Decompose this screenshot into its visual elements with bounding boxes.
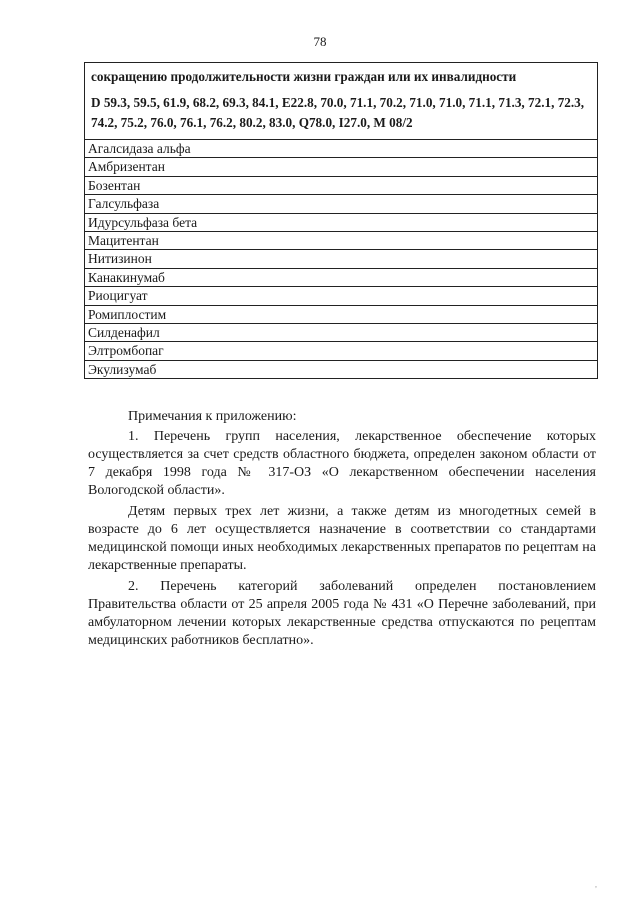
notes-title: Примечания к приложению: — [128, 409, 297, 424]
drug-row: Амбризентан — [85, 158, 597, 176]
drug-row: Силденафил — [85, 324, 597, 342]
drug-row: Канакинумаб — [85, 269, 597, 287]
table-header-codes: D 59.3, 59.5, 61.9, 68.2, 69.3, 84.1, E22.8, 70.0, 71.1, 70.2, 71.0, 71.0, 71.1, 71.3, 72.1, 72.3, 74.2, 75.2, 76.0, 76.1, 76.2, 80.2, 83.0, Q78.0, I27.0, M 08/2 — [91, 95, 585, 130]
drug-row: Риоцигуат — [85, 287, 597, 305]
drug-row: Агалсидаза альфа — [85, 140, 597, 158]
drug-row: Ромиплостим — [85, 306, 597, 324]
drug-row: Галсульфаза — [85, 195, 597, 213]
drug-row: Элтромбопаг — [85, 342, 597, 360]
drug-row: Экулизумаб — [88, 361, 157, 377]
page-number: 78 — [313, 34, 327, 49]
scan-mark: , — [595, 880, 597, 889]
drug-row: Нитизинон — [85, 250, 597, 268]
drug-table — [84, 62, 598, 379]
table-header — [85, 63, 597, 140]
drug-row: Мацитентан — [85, 232, 597, 250]
note-item-2: 2. Перечень категорий заболеваний определен постановлением Правительства области от 25 апреля 2005 года № 431 «О Перечне заболеваний, при амбулаторном лечении которых лекарственные средства отпускаются по рецептам медицинских работников бесплатно». — [88, 579, 596, 648]
notes-section — [88, 408, 596, 650]
drug-row: Идурсульфаза бета — [85, 214, 597, 232]
drug-row: Бозентан — [85, 177, 597, 195]
note-item-1: 1. Перечень групп населения, лекарственное обеспечение которых осуществляется за счет средств областного бюджета, определен законом области от 7 декабря 1998 года № 317-ОЗ «О лекарственном обеспечении населения Вологодской области». — [88, 429, 596, 498]
note-item-1-extra: Детям первых трех лет жизни, а также детям из многодетных семей в возрасте до 6 лет осуществляется назначение в соответствии со стандартами медицинской помощи иных необходимых лекарственных препаратов по рецептам на лекарственные препараты. — [88, 504, 596, 573]
table-header-condition: сокращению продолжительности жизни граждан или их инвалидности — [91, 69, 517, 84]
